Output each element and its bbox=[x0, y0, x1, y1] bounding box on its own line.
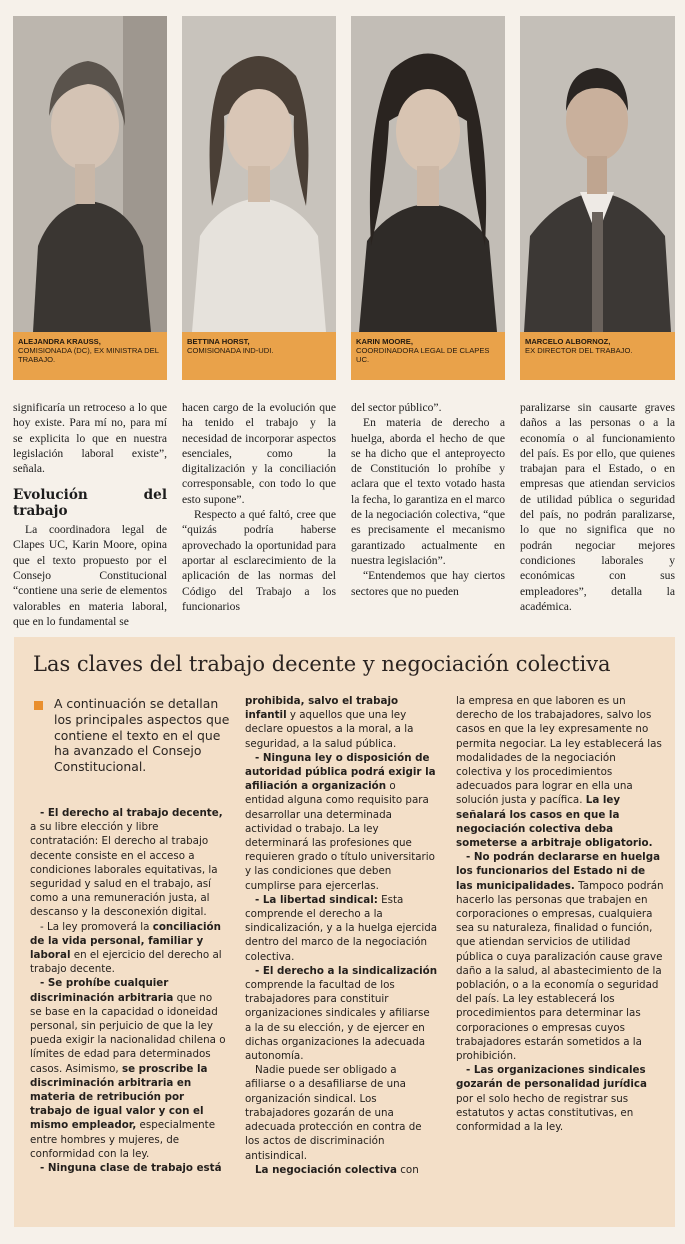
section-heading: Evolución del trabajo bbox=[13, 487, 167, 519]
paragraph: En materia de derecho a huelga, aborda el hecho de que se ha dicho que el anteproyecto de Constitución lo prohíbe y aclara que el texto votado hasta la fecha, lo garantiza en el marco de la negociación colectiva, “que es precisamente el mecanismo garantizado actualmente en nuestra legislación”. bbox=[351, 416, 505, 567]
item-text: la empresa en que laboren es un derecho de los trabajadores, salvo los casos en que la ley expresamente no permita negociar. La ley establecerá las modalidades de la negociación colectiva y los procedimientos adecuados para lograr en ella una solución justa y pacífica. bbox=[456, 695, 662, 807]
list-item bbox=[456, 1063, 664, 1134]
paragraph: significaría un retroceso a lo que hoy existe. Para mí no, para mí se explicita lo que en nuestra legislación laboral existe”, señala. bbox=[13, 401, 167, 476]
person-role: COMISIONADA (DC), EX MINISTRA DEL TRABAJO. bbox=[18, 346, 159, 364]
list-item bbox=[30, 806, 226, 920]
caption-bettina-horst bbox=[182, 332, 336, 380]
item-text: en el ejercicio del derecho al trabajo decente. bbox=[30, 949, 222, 976]
photo-alejandra-krauss bbox=[13, 16, 167, 332]
item-lead: se proscribe la discriminación arbitraria en materia de retribución por trabajo de igual valor y con el mismo empleador, bbox=[30, 1062, 208, 1132]
paragraph: paralizarse sin causarte graves daños a las personas o a la economía o al funcionamiento del país. Es por ello, que quienes trabajan para el Estado, o en empresas que atiendan servicios de utilidad pública o seguridad del país, no podrán paralizarse, lo que no significa que no podrán negociar mejores condiciones laborales y económicas con sus empleadores”, detalla la académica. bbox=[520, 401, 675, 613]
person-role: EX DIRECTOR DEL TRABAJO. bbox=[525, 346, 633, 355]
item-text: que no se base en la capacidad o idoneidad personal, sin perjuicio de que la ley pueda exigir la nacionalidad chilena o límites de edad para determinados casos. Asimismo, bbox=[30, 991, 226, 1075]
item-text: o entidad alguna como requisito para desarrollar una determinada actividad o trabajo. La ley determinará las profesiones que requieren grado o título universitario y las condiciones que deben cumplirse para ejercerlas. bbox=[245, 780, 435, 892]
photo-marcelo-albornoz bbox=[520, 16, 675, 332]
paragraph: del sector público”. bbox=[351, 401, 442, 414]
item-text: con bbox=[396, 1163, 419, 1176]
person-name: KARIN MOORE, bbox=[356, 337, 413, 346]
item-lead: - Ninguna clase de trabajo está bbox=[40, 1162, 222, 1175]
box-column-3 bbox=[456, 694, 664, 1134]
person-role: COORDINADORA LEGAL DE CLAPES UC. bbox=[356, 346, 490, 364]
item-text: a su libre elección y libre contratación: El derecho al trabajo decente consiste en el acceso a condiciones laborales equitativas, la seguridad y salud en el trabajo, así como a una remuneración justa, al descanso y la desconexión digital. bbox=[30, 821, 218, 919]
list-item bbox=[245, 1063, 438, 1162]
list-item bbox=[245, 1163, 438, 1177]
box-column-1 bbox=[30, 806, 226, 1175]
person-name: ALEJANDRA KRAUSS, bbox=[18, 337, 101, 346]
photo-karin-moore bbox=[351, 16, 505, 332]
item-lead: - El derecho al trabajo decente, bbox=[40, 807, 223, 819]
item-text: Esta comprende el derecho a la sindicalización, y a la huelga ejercida dentro del marco de la negociación colectiva. bbox=[245, 893, 438, 963]
item-lead: conciliación de la vida personal, familiar y laboral bbox=[30, 920, 221, 962]
box-intro: A continuación se detallan los principales aspectos que contiene el texto en el que ha avanzado el Consejo Constitucional. bbox=[54, 696, 230, 775]
box-column-2 bbox=[245, 694, 438, 1177]
item-lead: - Se prohíbe cualquier discriminación arbitraria bbox=[30, 977, 174, 1004]
item-lead: prohibida, salvo el trabajo infantil bbox=[245, 695, 399, 722]
paragraph: La coordinadora legal de Clapes UC, Karin Moore, opina que el texto propuesto por el Consejo Constitucional “contiene una serie de elementos valorables en materia laboral, que en lo fundamental se bbox=[13, 523, 167, 628]
article-column-1 bbox=[13, 400, 167, 629]
box-title: Las claves del trabajo decente y negociación colectiva bbox=[33, 652, 611, 676]
person-role: COMISIONADA IND-UDI. bbox=[187, 346, 274, 355]
item-lead: - Ninguna ley o disposición de autoridad pública podrá exigir la afiliación a organización bbox=[245, 751, 436, 793]
photo-bettina-horst bbox=[182, 16, 336, 332]
item-lead: La ley señalará los casos en que la negociación colectiva deba someterse a arbitraje obligatorio. bbox=[456, 794, 653, 850]
item-text: - La ley promoverá la bbox=[40, 920, 153, 933]
list-item bbox=[456, 694, 664, 850]
item-text: por el solo hecho de registrar sus estatutos y actas constitutivas, en conformidad a la ley. bbox=[456, 1092, 634, 1134]
item-text: especialmente entre hombres y mujeres, de conformidad con la ley. bbox=[30, 1119, 216, 1160]
portrait-row bbox=[0, 0, 685, 400]
item-text: Nadie puede ser obligado a afiliarse o a desafiliarse de una organización sindical. Los trabajadores gozarán de una adecuada protección en contra de los actos de discriminación antisindical. bbox=[245, 1064, 422, 1162]
list-item bbox=[245, 694, 438, 751]
list-item bbox=[245, 964, 438, 1063]
item-lead: La negociación colectiva bbox=[255, 1163, 397, 1176]
paragraph: “Entendemos que hay ciertos sectores que no pueden bbox=[351, 569, 505, 598]
person-name: BETTINA HORST, bbox=[187, 337, 250, 346]
article-column-4 bbox=[520, 400, 675, 614]
caption-marcelo-albornoz bbox=[520, 332, 675, 380]
list-item bbox=[30, 920, 226, 977]
list-item bbox=[245, 893, 438, 964]
list-item bbox=[456, 850, 664, 1063]
article-column-3 bbox=[351, 400, 505, 599]
item-lead: - El derecho a la sindicalización bbox=[255, 964, 438, 977]
paragraph: Respecto a qué faltó, cree que “quizás podría haberse aprovechado la oportunidad para aportar al esclarecimiento de la aplicación de las normas del Código del Trabajo a los funcionarios bbox=[182, 508, 336, 613]
list-item bbox=[30, 976, 226, 1161]
item-lead: - Las organizaciones sindicales gozarán de personalidad jurídica bbox=[456, 1064, 647, 1091]
caption-karin-moore bbox=[351, 332, 505, 380]
item-text: comprende la facultad de los trabajadores para constituir organizaciones sindicales y afiliarse a la de su elección, y de ejercer en dichas organizaciones la adecuada autonomía. bbox=[245, 979, 430, 1063]
article-column-2 bbox=[182, 400, 336, 614]
person-name: MARCELO ALBORNOZ, bbox=[525, 337, 611, 346]
paragraph: hacen cargo de la evolución que ha tenido el trabajo y la necesidad de incorporar aspectos esenciales, como la digitalización y la conciliación corresponsable, con todo lo que esto supone”. bbox=[182, 401, 336, 506]
bullet-square-icon bbox=[34, 701, 43, 710]
caption-alejandra-krauss bbox=[13, 332, 167, 380]
list-item bbox=[245, 751, 438, 893]
item-lead: - No podrán declararse en huelga los funcionarios del Estado ni de las municipalidades. bbox=[456, 851, 661, 892]
item-text: y aquellos que una ley declare opuestos a la moral, a la seguridad, a la salud pública. bbox=[245, 709, 414, 750]
item-lead: - La libertad sindical: bbox=[255, 893, 378, 906]
list-item bbox=[30, 1161, 226, 1175]
item-text: Tampoco podrán hacerlo las personas que trabajen en corporaciones o empresas, cualquiera sea su naturaleza, finalidad o función, que atiendan servicios de utilidad pública o cuya paralización cause grave daño a la salud, al abastecimiento de la población, o a la economía o seguridad del país. La ley establecerá los procedimientos para determinar las corporaciones o empresas cuyos trabajadores estarán sometidos a la prohibición. bbox=[456, 879, 664, 1063]
